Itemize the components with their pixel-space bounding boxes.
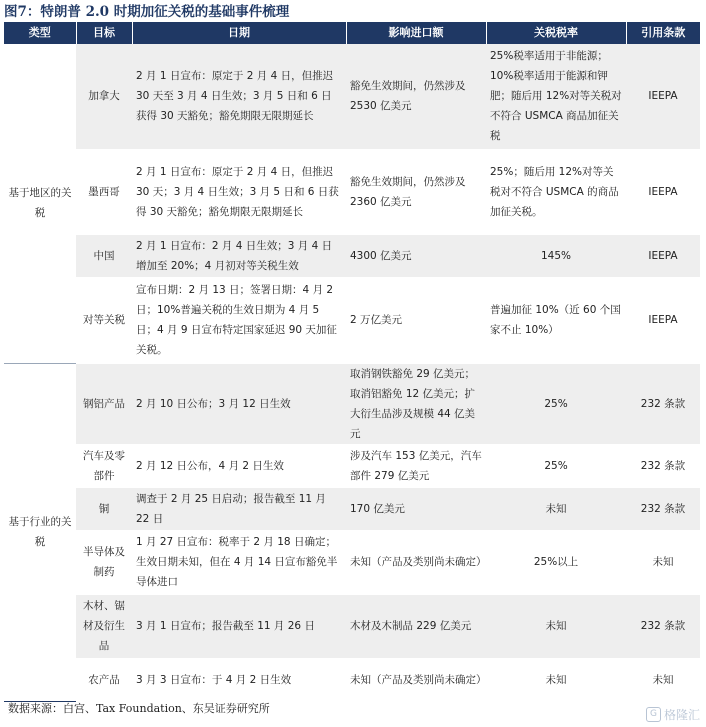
target-cell: 加拿大 [76,44,132,149]
header-type: 类型 [4,22,76,44]
date-cell: 3 月 3 日宣布：于 4 月 2 日生效 [132,658,346,701]
table-row [4,444,700,487]
rate-cell: 25% [486,444,626,487]
date-cell: 2 月 1 日宣布：2 月 4 日生效；3 月 4 日增加至 20%；4 月初对等关税生效 [132,234,346,277]
rate-cell: 25% [486,363,626,444]
impact-cell: 2 万亿美元 [346,277,486,363]
clause-cell: IEEPA [626,277,700,363]
target-cell: 钢铝产品 [76,363,132,444]
date-cell: 2 月 1 日宣布：原定于 2 月 4 日，但推迟 30 天；3 月 4 日生效；3 月 5 日和 6 日获得 30 天豁免；豁免期限无限期延长 [132,149,346,234]
target-cell: 对等关税 [76,277,132,363]
header-clause: 引用条款 [626,22,700,44]
category-cell: 基于行业的关税 [4,363,76,701]
target-cell: 中国 [76,234,132,277]
impact-cell: 取消钢铁豁免 29 亿美元；取消铝豁免 12 亿美元；扩大衍生品涉及规模 44 亿美元 [346,363,486,444]
target-cell: 农产品 [76,658,132,701]
header-row [4,22,700,44]
rate-cell: 普遍加征 10%（近 60 个国家不止 10%） [486,277,626,363]
table-row [4,658,700,701]
category-cell: 基于地区的关税 [4,44,76,363]
impact-cell: 涉及汽车 153 亿美元，汽车部件 279 亿美元 [346,444,486,487]
clause-cell: 232 条款 [626,487,700,530]
date-cell: 3 月 1 日宣布；报告截至 11 月 26 日 [132,594,346,658]
rate-cell: 未知 [486,487,626,530]
watermark-text: 格隆汇 [663,708,700,722]
data-source-note: 数据来源：白宫、Tax Foundation、东吴证券研究所 [8,702,270,715]
table-row [4,363,700,444]
date-cell: 宣布日期：2 月 13 日；签署日期：4 月 2 日；10%普遍关税的生效日期为 4 月 5 日；4 月 9 日宣布特定国家延迟 90 天加征关税。 [132,277,346,363]
clause-cell: IEEPA [626,234,700,277]
target-cell: 墨西哥 [76,149,132,234]
tariff-events-table [4,22,700,702]
rate-cell: 145% [486,234,626,277]
rate-cell: 25%税率适用于非能源；10%税率适用于能源和钾肥；随后用 12%对等关税对不符合 USMCA 商品加征关税 [486,44,626,149]
table-row [4,594,700,658]
header-target: 目标 [76,22,132,44]
clause-cell: 232 条款 [626,594,700,658]
target-cell: 木材、锯材及衍生品 [76,594,132,658]
table-row [4,277,700,363]
table-row [4,44,700,149]
rate-cell: 未知 [486,658,626,701]
clause-cell: 232 条款 [626,444,700,487]
clause-cell: 未知 [626,658,700,701]
impact-cell: 未知（产品及类别尚未确定） [346,530,486,594]
clause-cell: 232 条款 [626,363,700,444]
impact-cell: 未知（产品及类别尚未确定） [346,658,486,701]
target-cell: 汽车及零部件 [76,444,132,487]
table-row [4,530,700,594]
header-date: 日期 [132,22,346,44]
rate-cell: 25%；随后用 12%对等关税对不符合 USMCA 的商品加征关税。 [486,149,626,234]
date-cell: 1 月 27 日宣布：税率于 2 月 18 日确定；生效日期未知，但在 4 月 14 日宣布豁免半导体进口 [132,530,346,594]
impact-cell: 170 亿美元 [346,487,486,530]
table-row [4,234,700,277]
target-cell: 半导体及制药 [76,530,132,594]
header-impact: 影响进口额 [346,22,486,44]
target-cell: 铜 [76,487,132,530]
impact-cell: 豁免生效期间，仍然涉及 2530 亿美元 [346,44,486,149]
impact-cell: 4300 亿美元 [346,234,486,277]
table-row [4,487,700,530]
clause-cell: IEEPA [626,149,700,234]
clause-cell: IEEPA [626,44,700,149]
watermark [646,706,700,723]
clause-cell: 未知 [626,530,700,594]
date-cell: 2 月 1 日宣布：原定于 2 月 4 日，但推迟 30 天至 3 月 4 日生效；3 月 5 日和 6 日获得 30 天豁免；豁免期限无限期延长 [132,44,346,149]
figure-title: 图7：特朗普 2.0 时期加征关税的基础事件梳理 [4,4,290,20]
impact-cell: 豁免生效期间，仍然涉及 2360 亿美元 [346,149,486,234]
impact-cell: 木材及木制品 229 亿美元 [346,594,486,658]
rate-cell: 未知 [486,594,626,658]
header-rate: 关税税率 [486,22,626,44]
rate-cell: 25%以上 [486,530,626,594]
watermark-logo-icon: G [646,707,661,722]
date-cell: 2 月 10 日公布；3 月 12 日生效 [132,363,346,444]
table-row [4,149,700,234]
date-cell: 调查于 2 月 25 日启动；报告截至 11 月 22 日 [132,487,346,530]
date-cell: 2 月 12 日公布，4 月 2 日生效 [132,444,346,487]
